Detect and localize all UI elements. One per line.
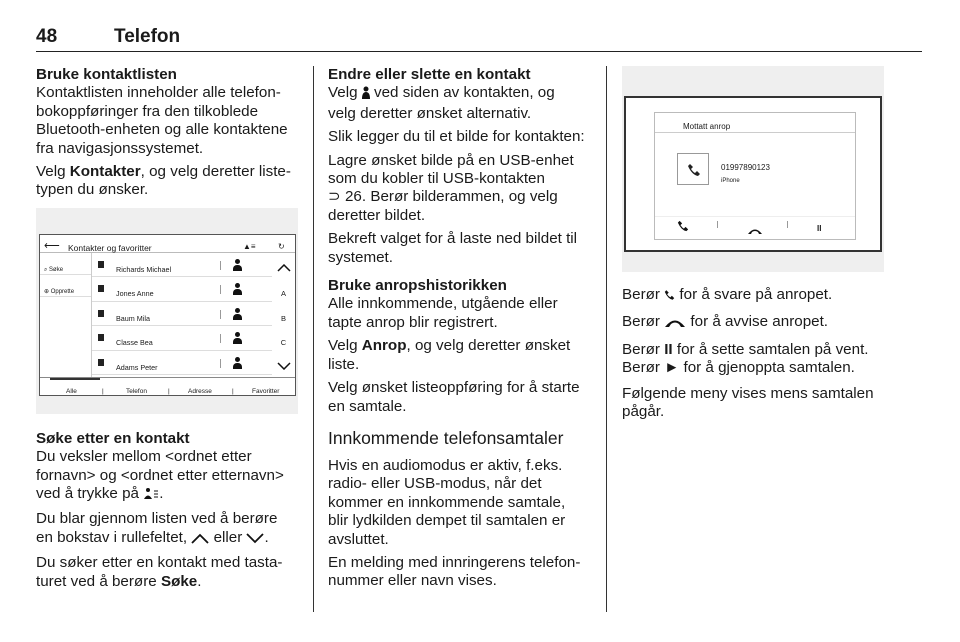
side-buttons [40,253,92,377]
phone-icon [98,359,104,366]
column-middle [328,66,596,596]
caller-number: 01997890123 [721,163,770,172]
column-right [622,66,890,426]
contacts-screenshot [36,208,298,414]
list-item: Adams Peter [92,351,272,376]
pause-icon: II [664,340,673,358]
list-item: Richards Michael [92,253,272,278]
paragraph: Slik legger du til et bilde for kontakten: [328,128,585,146]
list-item: Baum Mila [92,302,272,327]
paragraph: Alle innkommende, utgående eller tapte anrop blir registrert. [328,295,558,331]
column-left [36,66,298,596]
paragraph: Du veksler mellom <ordnet etter fornavn> og <ordnet etter etternavn> ved å trykke på . [36,448,298,505]
contact-photo [677,153,709,185]
chevron-up-icon [191,531,209,549]
page-title: Telefon [114,26,181,47]
alpha-scrollbar: A B C [272,253,295,376]
sort-icon [143,487,159,505]
list-item: Classe Bea [92,326,272,351]
screen-title: Kontakter og favoritter [68,242,152,253]
reference-arrow-icon: ⊃ [328,188,341,206]
screen-frame [624,96,882,252]
person-icon [362,86,370,104]
tab-bar: Alle | Telefon | Adresse | Favoritter [40,377,295,395]
paragraph: Kontaktlisten inneholder alle telefon- bokoppføringer fra den tilkoblede Bluetooth-enheten og alle kontaktene fra navigasjonssystemet. [36,84,288,157]
person-icon [233,357,241,369]
sync-icon: ↻ [278,241,285,251]
page-header [36,26,922,52]
chevron-down-icon [246,531,264,549]
decline-icon [664,315,686,333]
chevron-down-icon [272,351,295,376]
paragraph: Berør II for å sette samtalen på vent. Berør ► for å gjenoppta samtalen. [622,340,869,377]
sort-icon: ▲≡ [243,241,256,251]
pause-icon: II [817,224,822,233]
paragraph: Hvis en audiomodus er aktiv, f.eks. radio- eller USB-modus, når det kommer en innkommende samtale, blir lydkilden dempet til samtalen er avsluttet. [328,456,566,548]
person-icon [233,259,241,271]
section-heading: Bruke kontaktlisten [36,66,177,83]
answer-icon [664,288,675,306]
search-button: ⌕ Søke [40,253,91,275]
paragraph: Du blar gjennom listen ved å berøre en bokstav i rullefeltet, eller . [36,510,298,549]
paragraph: Velg ved siden av kontakten, og velg deretter ønsket alternativ. [328,84,555,122]
person-icon [233,283,241,295]
section-heading: Endre eller slette en kontakt [328,66,531,83]
paragraph: En melding med innringerens telefon- nummer eller navn vises. [328,553,581,590]
column-divider [606,66,607,612]
paragraph: Lagre ønsket bilde på en USB-enhet som du kobler til USB-kontakten ⊃ 26. Berør bilderammen, og velg deretter bildet. [328,151,574,224]
device-name: iPhone [721,178,740,184]
page-number: 48 [36,26,58,47]
dialog-title: Mottatt anrop [655,113,855,133]
contacts-screen [39,234,296,396]
chevron-up-icon [272,253,295,278]
phone-icon [98,285,104,292]
screen-titlebar [40,235,295,253]
section-heading: Søke etter en kontakt [36,429,190,447]
column-divider [313,66,314,612]
phone-icon [98,310,104,317]
section-heading: Bruke anropshistorikken [328,277,507,295]
paragraph: Velg Kontakter, og velg deretter liste- typen du ønsker. [36,163,291,199]
section-heading: Innkommende telefonsamtaler [328,427,564,448]
paragraph: Berør for å svare på anropet. [622,286,890,306]
phone-icon [98,334,104,341]
paragraph: Bekreft valget for å laste ned bildet til systemet. [328,230,578,266]
paragraph: Velg Anrop, og velg deretter ønsket liste. [328,337,571,373]
back-arrow-icon: ⟵ [44,239,60,252]
paragraph: Du søker etter en kontakt med tasta- turet ved å berøre Søke. [36,554,283,590]
phone-icon [98,261,104,268]
person-icon [233,332,241,344]
list-item: Jones Anne [92,277,272,302]
create-button: ⊕ Opprette [40,275,91,297]
incoming-call-screenshot [622,66,884,272]
decline-icon [747,222,763,240]
contact-list [92,253,272,376]
call-dialog [654,112,856,240]
answer-icon [677,219,689,237]
paragraph: Velg ønsket listeoppføring for å starte en samtale. [328,379,580,415]
person-icon [233,308,241,320]
paragraph: Berør for å avvise anropet. [622,313,890,333]
play-icon: ► [664,359,680,377]
paragraph: Følgende meny vises mens samtalen pågår. [622,384,874,421]
